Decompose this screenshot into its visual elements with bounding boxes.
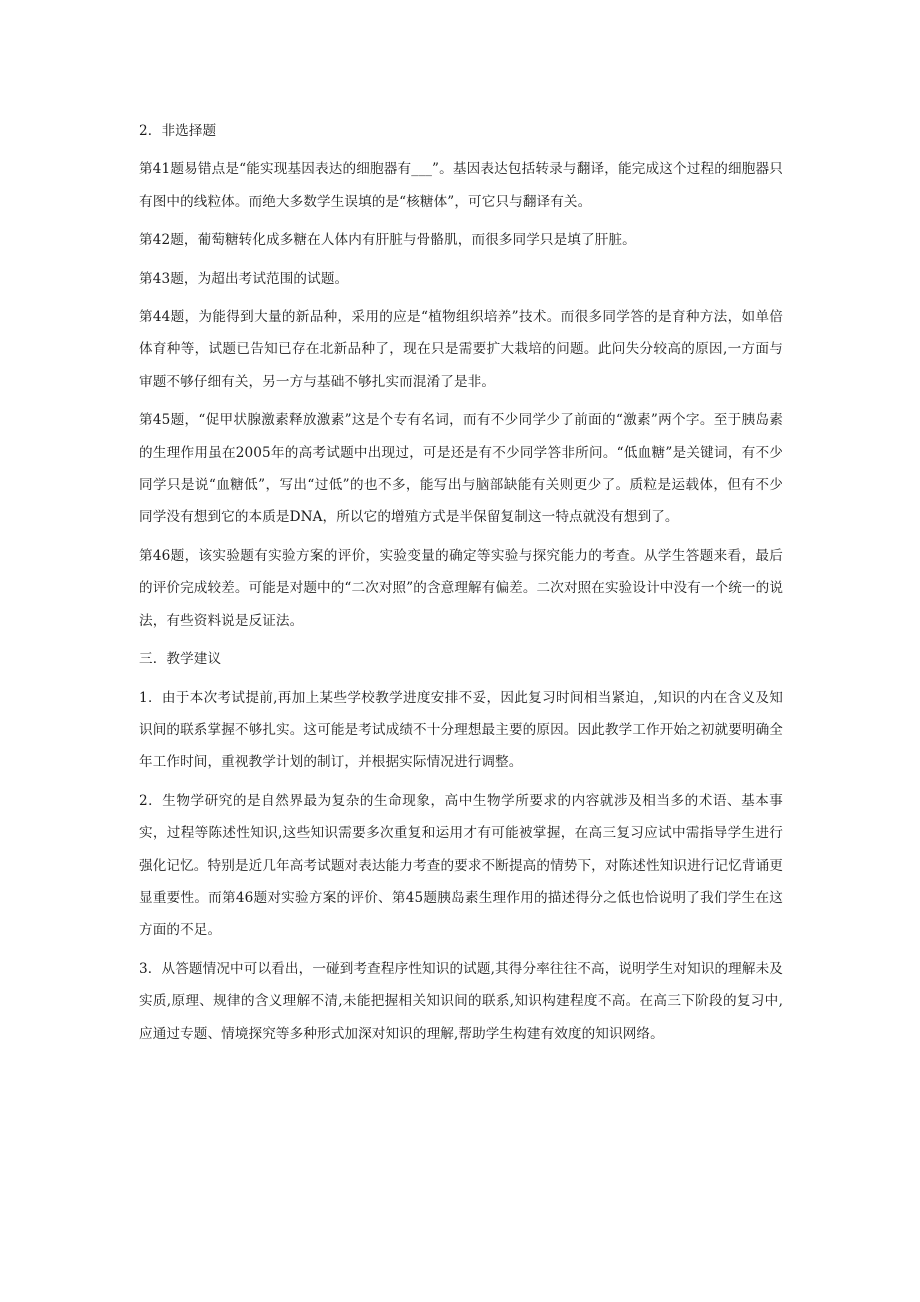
section-heading-suggestions: 三．教学建议 (139, 651, 222, 668)
paragraph-q41: 第41题易错点是“能实现基因表达的细胞器有___”。基因表达包括转录与翻译，能完成这个过程的细胞器只有图中的线粒体。而绝大多数学生误填的是“核糖体”，可它只与翻译有关。 (139, 161, 783, 210)
paragraph-suggestion-1: 1．由于本次考试提前,再加上某些学校教学进度安排不妥，因此复习时间相当紧迫，,知识的内在含义及知识间的联系掌握不够扎实。这可能是考试成绩不十分理想最主要的原因。因此教学工作开始之初就要明确全年工作时间，重视教学计划的制订，并根据实际情况进行调整。 (139, 689, 783, 771)
paragraph-q42: 第42题，葡萄糖转化成多糖在人体内有肝脏与骨骼肌，而很多同学只是填了肝脏。 (139, 232, 636, 249)
paragraph-q44: 第44题，为能得到大量的新品种，采用的应是“植物组织培养”技术。而很多同学答的是育种方法，如单倍体育种等，试题已告知已存在北新品种了，现在只是需要扩大栽培的问题。此问失分较高的原因,一方面与审题不够仔细有关，另一方与基础不够扎实而混淆了是非。 (139, 309, 783, 390)
document-page (139, 115, 783, 1050)
section-heading-nonchoice: 2．非选择题 (139, 123, 217, 139)
paragraph-q45: 第45题，“促甲状腺激素释放激素”这是个专有名词，而有不少同学少了前面的“激素”两个字。至于胰岛素的生理作用虽在2005年的高考试题中出现过，可是还是有不少同学答非所问。“低血糖”是关键词，有不少同学只是说“血糖低”，写出“过低”的也不多，能写出与脑部缺能有关则更少了。质粒是运载体，但有不少同学没有想到它的本质是DNA，所以它的增殖方式是半保留复制这一特点就没有想到了。 (139, 412, 783, 526)
paragraph-q46: 第46题，该实验题有实验方案的评价，实验变量的确定等实验与探究能力的考查。从学生答题来看，最后的评价完成较差。可能是对题中的“二次对照”的含意理解有偏差。二次对照在实验设计中没有一个统一的说法，有些资料说是反证法。 (139, 547, 784, 629)
paragraph-q43: 第43题，为超出考试范围的试题。 (139, 270, 349, 287)
paragraph-suggestion-3: 3．从答题情况中可以看出，一碰到考查程序性知识的试题,其得分率往往不高，说明学生对知识的理解未及实质,原理、规律的含义理解不清,未能把握相关知识间的联系,知识构建程度不高。在高三下阶段的复习中,应通过专题、情境探究等多种形式加深对知识的理解,帮助学生构建有效度的知识网络。 (139, 960, 783, 1042)
paragraph-suggestion-2: 2．生物学研究的是自然界最为复杂的生命现象，高中生物学所要求的内容就涉及相当多的术语、基本事实，过程等陈述性知识,这些知识需要多次重复和运用才有可能被掌握，在高三复习应试中需指导学生进行强化记忆。特别是近几年高考试题对表达能力考查的要求不断提高的情势下，对陈述性知识进行记忆背诵更显重要性。而第46题对实验方案的评价、第45题胰岛素生理作用的描述得分之低也恰说明了我们学生在这方面的不足。 (139, 792, 783, 939)
